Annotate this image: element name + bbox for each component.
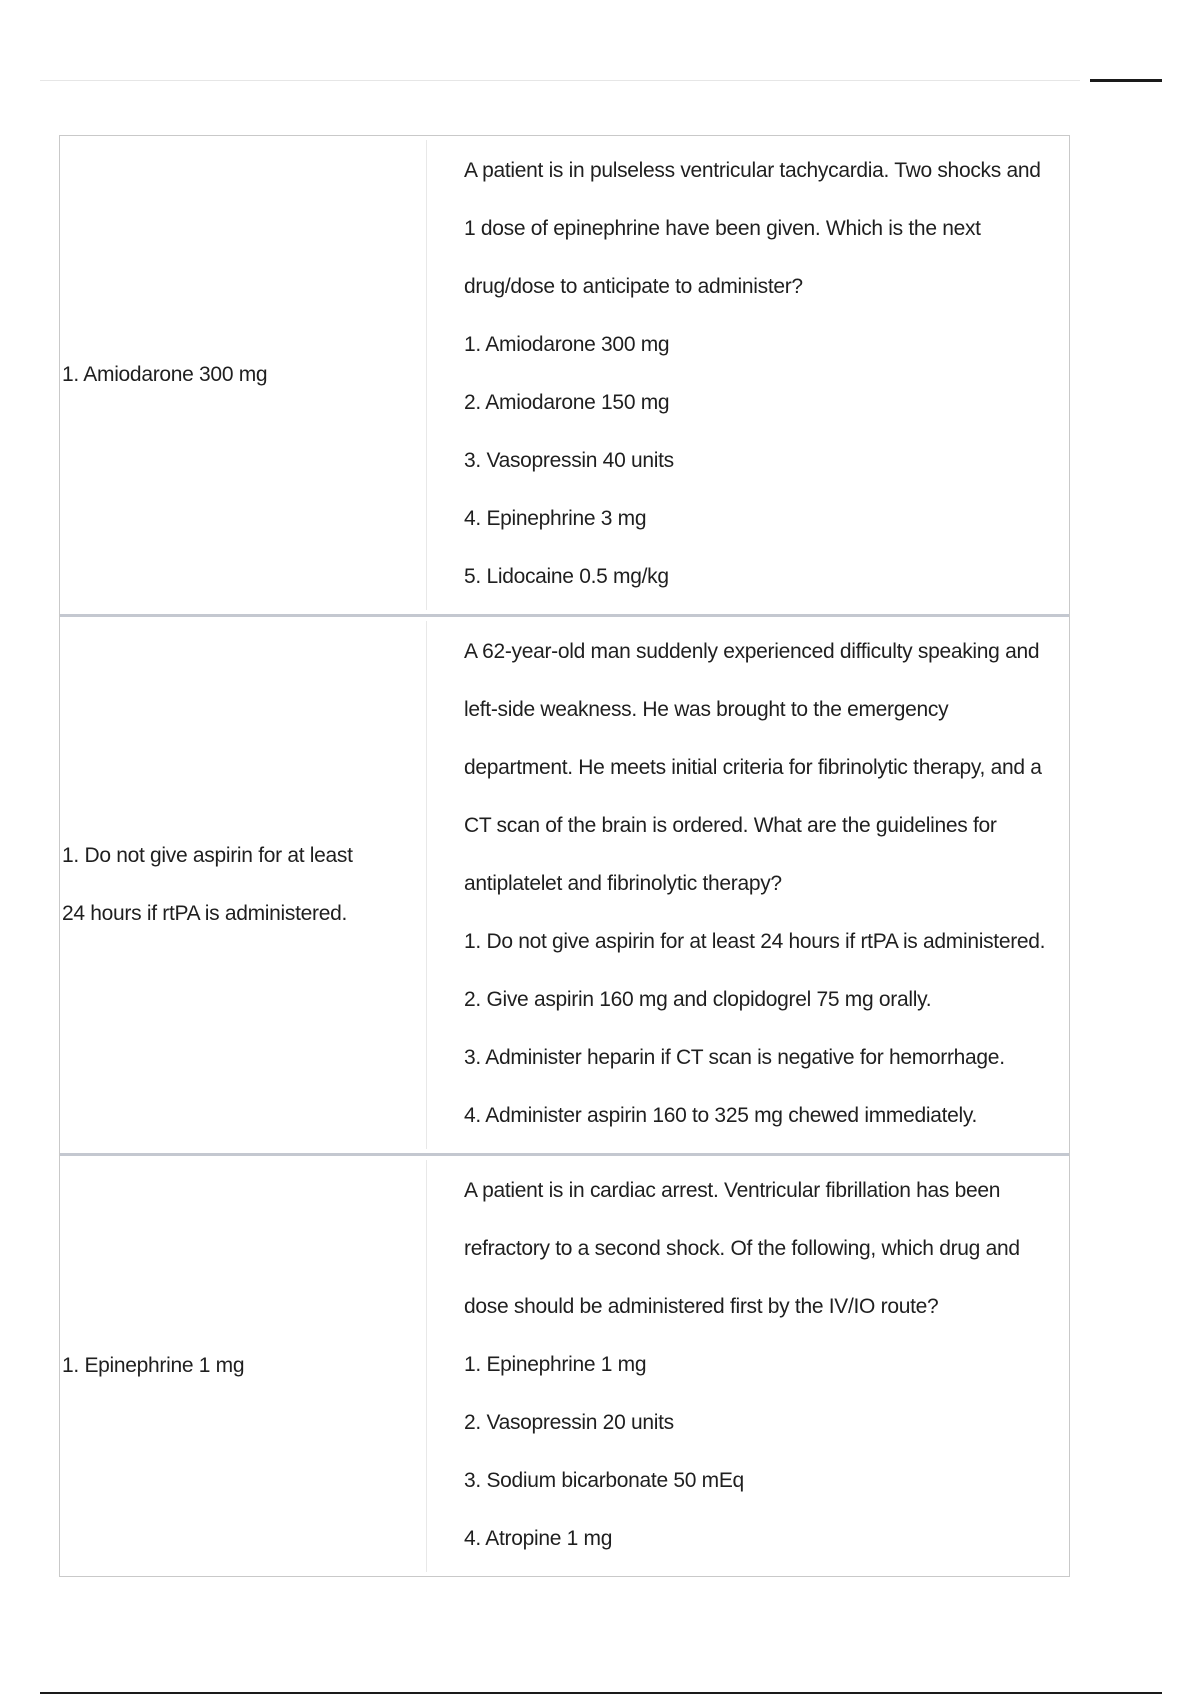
top-divider <box>40 80 1080 81</box>
option-item: 1. Amiodarone 300 mg <box>464 333 670 356</box>
option-item: 1. Do not give aspirin for at least 24 hours if rtPA is administered. <box>464 930 1046 953</box>
option-item: 2. Amiodarone 150 mg <box>464 391 670 414</box>
option-item: 3. Administer heparin if CT scan is negative for hemorrhage. <box>464 1046 1005 1069</box>
answer-cell <box>60 617 370 1153</box>
answer-text: 1. Amiodarone 300 mg <box>62 363 268 386</box>
option-item: 1. Epinephrine 1 mg <box>464 1353 647 1376</box>
menu-bar-mark <box>1090 79 1162 82</box>
option-item: 5. Lidocaine 0.5 mg/kg <box>464 565 669 588</box>
option-item: 3. Sodium bicarbonate 50 mEq <box>464 1469 744 1492</box>
flashcard-table <box>59 135 1070 1577</box>
answer-cell <box>60 136 370 614</box>
option-item: 4. Epinephrine 3 mg <box>464 507 647 530</box>
question-cell <box>427 136 1069 614</box>
answer-text: 1. Epinephrine 1 mg <box>62 1354 245 1377</box>
question-cell <box>427 617 1069 1153</box>
option-item: 2. Give aspirin 160 mg and clopidogrel 75 mg orally. <box>464 988 932 1011</box>
option-item: 4. Atropine 1 mg <box>464 1527 613 1550</box>
option-item: 2. Vasopressin 20 units <box>464 1411 674 1434</box>
answer-cell <box>60 1156 370 1576</box>
question-stem: A patient is in pulseless ventricular tachycardia. Two shocks and 1 dose of epinephrine have been given. Which is the next drug/dose to anticipate to administer? <box>464 159 1041 298</box>
option-item: 3. Vasopressin 40 units <box>464 449 674 472</box>
question-options <box>464 913 1049 1145</box>
question-options <box>464 1336 1049 1568</box>
question-stem: A patient is in cardiac arrest. Ventricular fibrillation has been refractory to a second shock. Of the following, which drug and dose should be administered first by the IV/IO route? <box>464 1179 1020 1318</box>
bottom-divider <box>40 1692 1162 1694</box>
question-stem: A 62-year-old man suddenly experienced difficulty speaking and left-side weakness. He was brought to the emergency department. He meets initial criteria for fibrinolytic therapy, and a CT scan of the brain is ordered. What are the guidelines for antiplatelet and fibrinolytic therapy? <box>464 640 1042 895</box>
option-item: 4. Administer aspirin 160 to 325 mg chewed immediately. <box>464 1104 978 1127</box>
question-cell <box>427 1156 1069 1576</box>
answer-text: 1. Do not give aspirin for at least 24 hours if rtPA is administered. <box>62 844 353 925</box>
question-options <box>464 316 1049 606</box>
flashcard-row-3 <box>60 1153 1069 1576</box>
flashcard-row-2 <box>60 614 1069 1153</box>
flashcard-row-1 <box>60 136 1069 614</box>
